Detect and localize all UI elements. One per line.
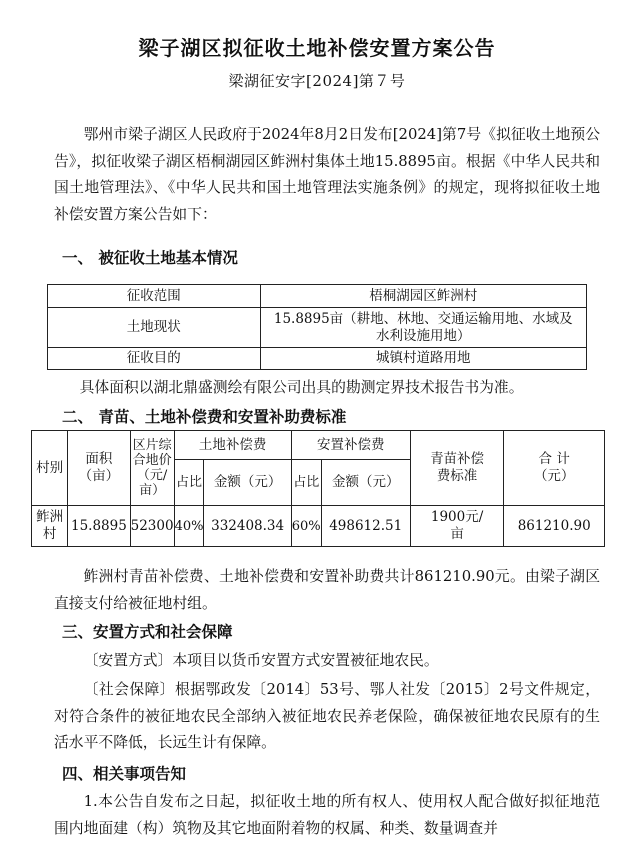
cell-res-ratio: 60% bbox=[291, 506, 321, 547]
cell-crop: 1900元/亩 bbox=[410, 506, 504, 547]
cell-price: 52300 bbox=[130, 506, 174, 547]
header-res-amount: 金额（元） bbox=[321, 460, 410, 506]
section2-heading: 二、 青苗、土地补偿费和安置补助费标准 bbox=[62, 408, 347, 426]
compensation-table bbox=[31, 430, 605, 547]
land-info-table bbox=[47, 284, 587, 370]
header-land-amount: 金额（元） bbox=[204, 460, 291, 506]
social-security: 〔社会保障〕根据鄂政发〔2014〕53号、鄂人社发〔2015〕2号文件规定，对符合条件的被征地农民全部纳入被征地农民养老保险，确保被征地农民原有的生活水平不降低，长远生计有保障。 bbox=[54, 681, 600, 751]
header-area: 面积（亩） bbox=[68, 431, 130, 506]
cell-land-ratio: 40% bbox=[174, 506, 204, 547]
header-land-compensation: 土地补偿费 bbox=[174, 431, 291, 460]
header-land-ratio: 占比 bbox=[174, 460, 204, 506]
notice-item-1: 1.本公告自发布之日起，拟征收土地的所有权人、使用权人配合做好拟征地范围内地面建（构）筑物及其它地面附着物的权属、种类、数量调查并 bbox=[54, 793, 600, 837]
section4-heading: 四、相关事项告知 bbox=[62, 765, 187, 783]
intro-paragraph: 鄂州市梁子湖区人民政府于2024年8月2日发布[2024]第7号《拟征收土地预公告》，拟征收梁子湖区梧桐湖园区鲊洲村集体土地15.8895亩。根据《中华人民共和国土地管理法》、《中华人民共和国土地管理法实施条例》的规定，现将拟征收土地补偿安置方案公告如下： bbox=[54, 126, 600, 223]
cell-land-amount: 332408.34 bbox=[204, 506, 291, 547]
header-res-ratio: 占比 bbox=[291, 460, 321, 506]
cell-total: 861210.90 bbox=[504, 506, 605, 547]
row-value: 梧桐湖园区鲊洲村 bbox=[260, 285, 586, 308]
row-label: 征收目的 bbox=[48, 348, 261, 370]
header-resettlement: 安置补偿费 bbox=[291, 431, 410, 460]
section2-note: 鲊洲村青苗补偿费、土地补偿费和安置补助费共计861210.90元。由梁子湖区直接支付给被征地村组。 bbox=[54, 568, 600, 612]
cell-area: 15.8895 bbox=[68, 506, 130, 547]
header-total: 合 计（元） bbox=[504, 431, 605, 506]
cell-village: 鲊洲村 bbox=[32, 506, 68, 547]
section3-heading: 三、安置方式和社会保障 bbox=[62, 623, 233, 641]
header-crop: 青苗补偿费标准 bbox=[410, 431, 504, 506]
row-label: 征收范围 bbox=[48, 285, 261, 308]
table-row bbox=[48, 348, 587, 370]
header-village: 村别 bbox=[32, 431, 68, 506]
table-row bbox=[32, 506, 605, 547]
document-number: 梁湖征安字[2024]第７号 bbox=[228, 72, 406, 90]
resettlement-method: 〔安置方式〕本项目以货币安置方式安置被征地农民。 bbox=[83, 652, 439, 669]
header-row bbox=[32, 431, 605, 460]
section1-note: 具体面积以湖北鼎盛测绘有限公司出具的勘测定界技术报告书为准。 bbox=[79, 379, 524, 396]
table-row bbox=[48, 308, 587, 348]
document-title: 梁子湖区拟征收土地补偿安置方案公告 bbox=[138, 36, 496, 60]
cell-res-amount: 498612.51 bbox=[321, 506, 410, 547]
table-row bbox=[48, 285, 587, 308]
header-price: 区片综合地价（元/亩） bbox=[130, 431, 174, 506]
row-label: 土地现状 bbox=[48, 308, 261, 348]
section1-heading: 一、 被征收土地基本情况 bbox=[62, 249, 238, 267]
row-value: 15.8895亩（耕地、林地、交通运输用地、水域及水利设施用地） bbox=[260, 308, 586, 348]
row-value: 城镇村道路用地 bbox=[260, 348, 586, 370]
